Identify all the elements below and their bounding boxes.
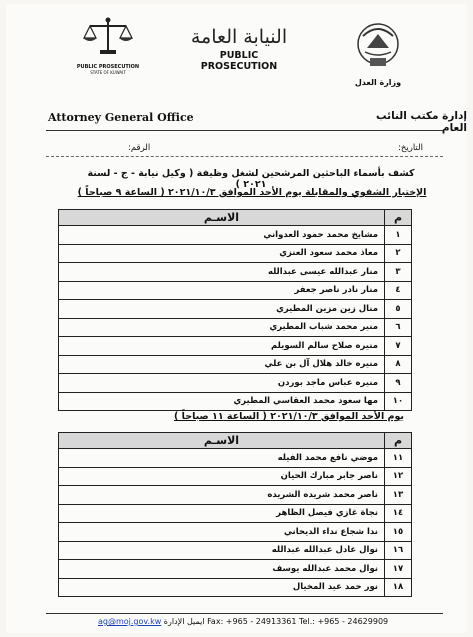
candidate-name: منيره عباس ماجد بوردن — [59, 374, 385, 393]
office-english: Attorney General Office — [48, 111, 194, 124]
table-row — [59, 392, 412, 411]
table-row — [59, 541, 412, 560]
row-number: ١٤ — [385, 504, 412, 523]
row-number: ٦ — [385, 318, 412, 337]
candidates-table-1 — [58, 209, 412, 411]
table-row — [59, 504, 412, 523]
col-num-header: م — [385, 433, 412, 449]
candidate-name: نور حمد عيد المخيال — [59, 578, 385, 597]
candidate-name: نوال عادل عبدالله عبدالله — [59, 541, 385, 560]
candidate-name: منيره صلاح سالم السويلم — [59, 337, 385, 356]
table-header-row — [59, 433, 412, 449]
row-number: ١٢ — [385, 467, 412, 486]
ministry-emblem-logo — [348, 18, 408, 88]
table-row — [59, 281, 412, 300]
footer — [98, 617, 388, 626]
document-page — [6, 4, 467, 633]
office-arabic: إدارة مكتب النائب العام — [376, 110, 467, 134]
candidate-name: ناصر محمد شريده الشريده — [59, 486, 385, 505]
col-num-header: م — [385, 210, 412, 226]
dashed-divider — [46, 156, 443, 157]
row-number: ٥ — [385, 300, 412, 319]
row-number: ١٥ — [385, 523, 412, 542]
row-number: ١٠ — [385, 392, 412, 411]
email-label: ايميل الإدارة — [163, 617, 205, 626]
table-row — [59, 263, 412, 282]
row-number: ١١ — [385, 449, 412, 468]
tel-number: Tel.: +965 - 24629909 — [299, 617, 389, 626]
candidate-name: ناصر جابر مبارك الحيان — [59, 467, 385, 486]
center-logo — [184, 26, 294, 72]
footer-divider — [46, 613, 443, 614]
fax-number: Fax: +965 - 24913361 — [207, 617, 297, 626]
table-row — [59, 449, 412, 468]
table-row — [59, 318, 412, 337]
col-name-header: الاسـم — [59, 433, 385, 449]
table-row — [59, 560, 412, 579]
row-number: ٢ — [385, 244, 412, 263]
table-row — [59, 337, 412, 356]
table-row — [59, 300, 412, 319]
candidate-name: موضي نافع محمد الفيله — [59, 449, 385, 468]
kuwait-emblem-icon — [353, 18, 403, 72]
table-row — [59, 578, 412, 597]
email-link[interactable]: ag@moj.gov.kw — [98, 617, 162, 626]
table-row — [59, 486, 412, 505]
row-number: ٣ — [385, 263, 412, 282]
date-label: التاريخ: — [398, 143, 423, 153]
prosecution-emblem-logo — [76, 16, 140, 80]
candidate-name: منيره خالد هلال آل بن علي — [59, 355, 385, 374]
row-number: ١ — [385, 226, 412, 245]
table-row — [59, 467, 412, 486]
row-number: ٤ — [385, 281, 412, 300]
row-number: ١٧ — [385, 560, 412, 579]
candidate-name: مشايخ محمد حمود العدواني — [59, 226, 385, 245]
session-one-title: الإختبار الشفوي والمقابلة يوم الأحد الموافق ٢٠٢١/١٠/٣ ( الساعة ٩ صباحاً ) — [77, 187, 427, 198]
scales-icon — [76, 16, 140, 60]
candidate-name: نجاة غازي فيصل الظاهر — [59, 504, 385, 523]
left-logo-subtext: STATE OF KUWAIT — [90, 70, 126, 75]
row-number: ١٣ — [385, 486, 412, 505]
center-arabic-title: النيابة العامة — [190, 26, 288, 48]
candidate-name: منير محمد شباب المطيري — [59, 318, 385, 337]
header-divider — [46, 130, 443, 131]
session-two-title: يوم الأحد الموافق ٢٠٢١/١٠/٣ ( الساعة ١١ صباحاً ) — [174, 411, 404, 422]
table-row — [59, 226, 412, 245]
candidate-name: منار عبدالله عيسى عبدالله — [59, 263, 385, 282]
table-row — [59, 355, 412, 374]
row-number: ٧ — [385, 337, 412, 356]
candidate-name: ندا شجاع نداء الديحاني — [59, 523, 385, 542]
document-title: كشف بأسماء الباحثين المرشحين لشغل وظيفة ( وكيل نيابة - ج - لسنة ٢٠٢١ ) — [87, 168, 415, 190]
candidate-name: نوال محمد عبدالله يوسف — [59, 560, 385, 579]
candidates-table-2 — [58, 432, 412, 597]
candidate-name: منال زين مزين المطيري — [59, 300, 385, 319]
row-number: ٨ — [385, 355, 412, 374]
table-header-row — [59, 210, 412, 226]
candidate-name: منار نادر ناصر جعفر — [59, 281, 385, 300]
table-row — [59, 374, 412, 393]
left-logo-text: PUBLIC PROSECUTION — [76, 64, 140, 70]
row-number: ٩ — [385, 374, 412, 393]
center-english-title: PUBLIC PROSECUTION — [200, 50, 278, 72]
candidate-name: مها سعود محمد العقاسي المطيري — [59, 392, 385, 411]
table-row — [59, 523, 412, 542]
col-name-header: الاسـم — [59, 210, 385, 226]
row-number: ١٨ — [385, 578, 412, 597]
table-row — [59, 244, 412, 263]
right-logo-text: وزارة العدل — [354, 78, 402, 87]
row-number: ١٦ — [385, 541, 412, 560]
number-label: الرقم: — [128, 143, 151, 153]
candidate-name: معاذ محمد سعود العنزي — [59, 244, 385, 263]
